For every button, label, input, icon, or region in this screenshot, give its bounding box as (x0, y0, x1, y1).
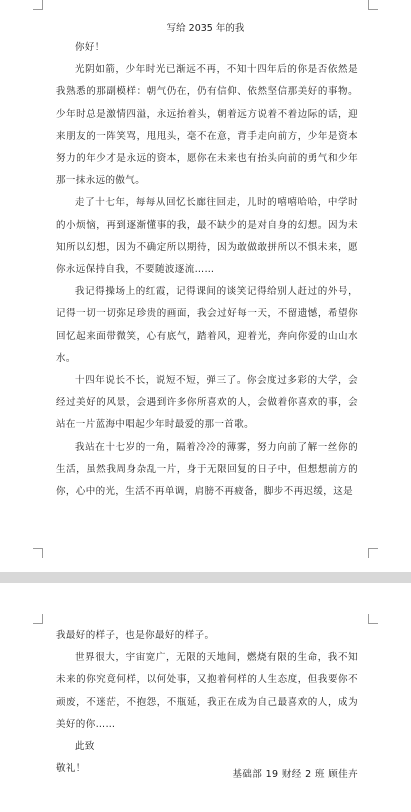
salutation: 敬礼！ (56, 763, 86, 775)
document-page-2 (0, 583, 411, 812)
paragraph: 世界很大，宇宙宽广，无限的天地间，燃烧有限的生命，我不知未来的你究竟何样，以何处事，又抱着何样的人生态度，但我要你不顽废，不迷茫，不抱怨，不瓶延，我正在成为自己最喜欢的人，成为美好的你…… (56, 652, 358, 730)
crop-mark-top-right (368, 614, 378, 624)
crop-mark-top-right (368, 0, 378, 10)
crop-mark-bottom-right (368, 548, 378, 558)
document-title: 写给 2035 年的我 (166, 23, 245, 34)
signature: 基础部 19 财经 2 班 顾佳卉 (232, 769, 358, 780)
paragraph: 走了十七年，每每从回忆长廊往回走，儿时的嘻嘻哈哈，中学时的小烦恼，再到逐渐懂事的我，最不缺少的是对自身的幻想。因为未知所以幻想，因为不确定所以期待，因为敢做敢拼所以不惧未来，愿你永远保持自我，不要随波逐流…… (56, 197, 358, 276)
page-separator (0, 572, 411, 583)
crop-mark-top-left (33, 614, 43, 624)
paragraph: 十四年说长不长，说短不短，弹三了。你会度过多彩的大学，会经过美好的风景，会遇到许多你所喜欢的人，会做着你喜欢的事，会站在一片蓝海中唱起少年时最爱的那一首歌。 (56, 375, 358, 431)
closing-line: 此致 (75, 741, 95, 753)
body-text-page-1 (56, 37, 358, 503)
crop-mark-bottom-left (33, 548, 43, 558)
paragraph: 我站在十七岁的一角，隔着冷冷的薄雾，努力向前了解一丝你的生活，虽然我周身杂乱一片，身于无限回复的日子中，但想想前方的你，心中的光，生活不再单调，肩膀不再疲备，脚步不再迟缓，这是 (56, 441, 358, 498)
greeting: 你好！ (75, 42, 105, 53)
crop-mark-top-left (33, 0, 43, 10)
paragraph: 我记得操场上的红霞，记得课间的谈笑记得给别人赶过的外号，记得一切一切弥足珍贵的画面，我会过好每一天，不留遗憾，希望你回忆起来面带微笑，心有底气，踏着风，迎着光，奔向你爱的山山水水。 (56, 286, 358, 364)
body-text-page-2 (56, 625, 358, 780)
paragraph: 我最好的样子，也是你最好的样子。 (56, 630, 215, 641)
paragraph: 光阴如箭，少年时光已渐远不再，不知十四年后的你是否依然是我熟悉的那副模样：朝气仍在，仍有信仰、依然坚信那美好的事物。少年时总是激情四溢，永远抬着头，朝着远方说着不着边际的话，迎来朋友的一阵笑骂，甩甩头，毫不在意，背手走向前方，少年是资本努力的年少才是永远的资本，愿你在未来也有抬头向前的勇气和少年那一抹永远的傲气。 (56, 64, 358, 187)
